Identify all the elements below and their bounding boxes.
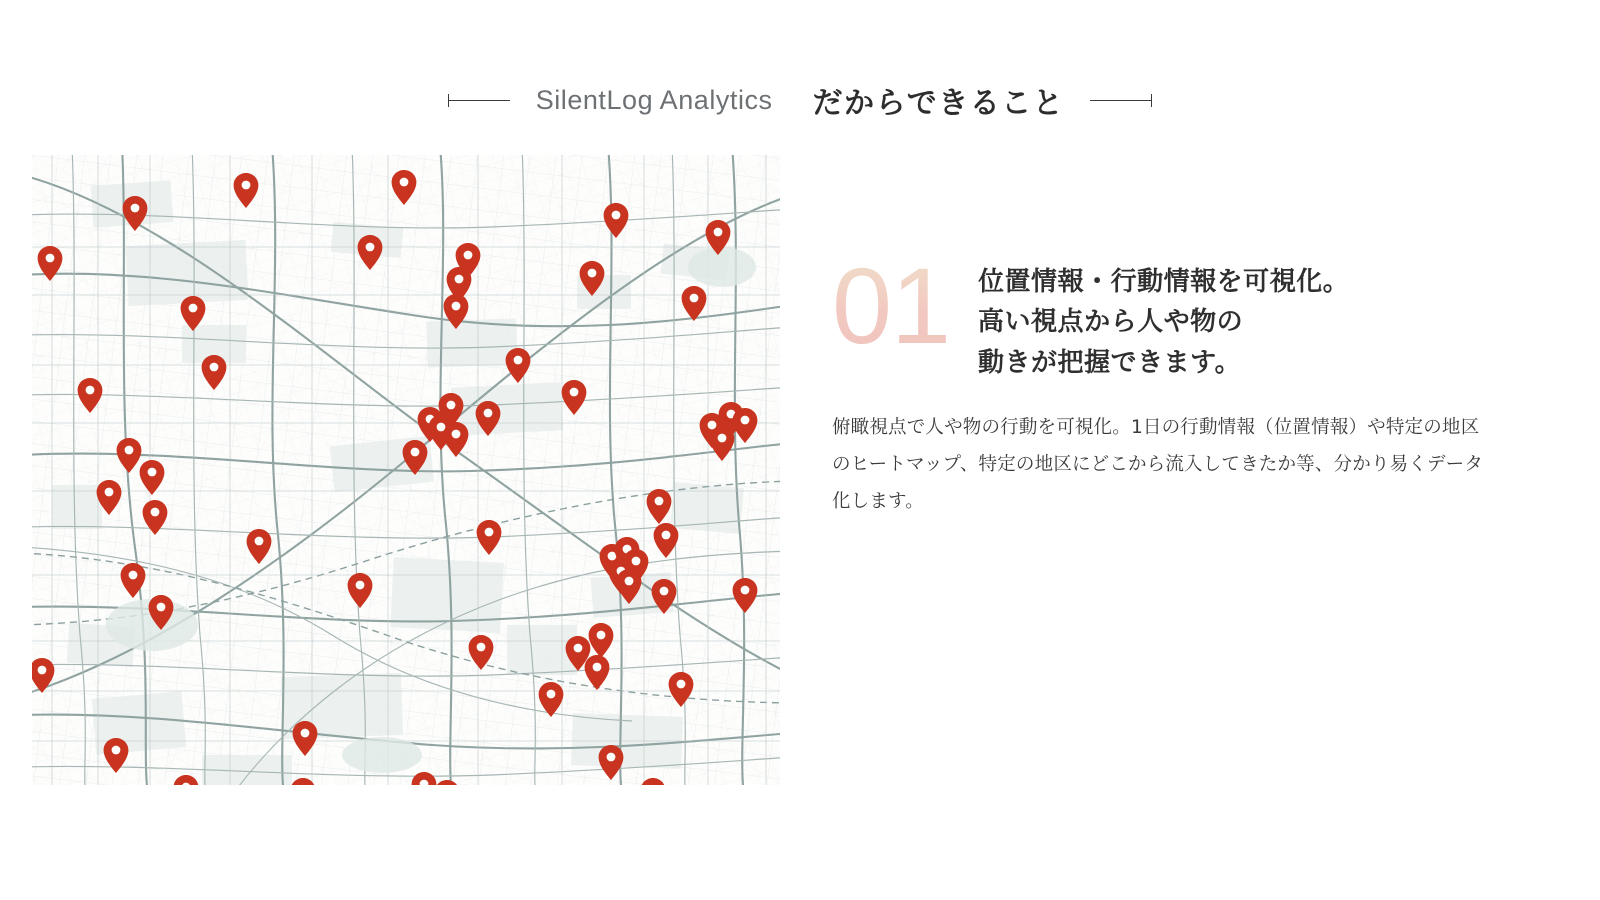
feature-headline-line-3: 動きが把握できます。: [977, 347, 1242, 378]
feature-headline-line-1: 位置情報・行動情報を可視化。: [977, 267, 1350, 297]
heading-rule-left-icon: [448, 100, 510, 101]
heading-english: SilentLog Analytics: [535, 84, 773, 115]
heading-rule-right-icon: [1090, 100, 1152, 101]
feature-headline-line-2: 高い視点から人や物の: [977, 307, 1244, 338]
feature-headline-row: [832, 245, 1532, 383]
map-svg: [32, 155, 780, 785]
feature-headline: [978, 262, 1349, 383]
map-image: [32, 155, 780, 785]
heading-japanese: だからできること: [812, 86, 1065, 121]
feature-body-text: 俯瞰視点で人や物の行動を可視化。1日の行動情報（位置情報）や特定の地区のヒートマップ、特定の地区にどこから流入してきたか等、分かり易くデータ化します。: [832, 416, 1484, 512]
section-heading: [0, 78, 1600, 122]
feature-number: 01: [832, 245, 950, 366]
feature-block: [832, 245, 1532, 538]
